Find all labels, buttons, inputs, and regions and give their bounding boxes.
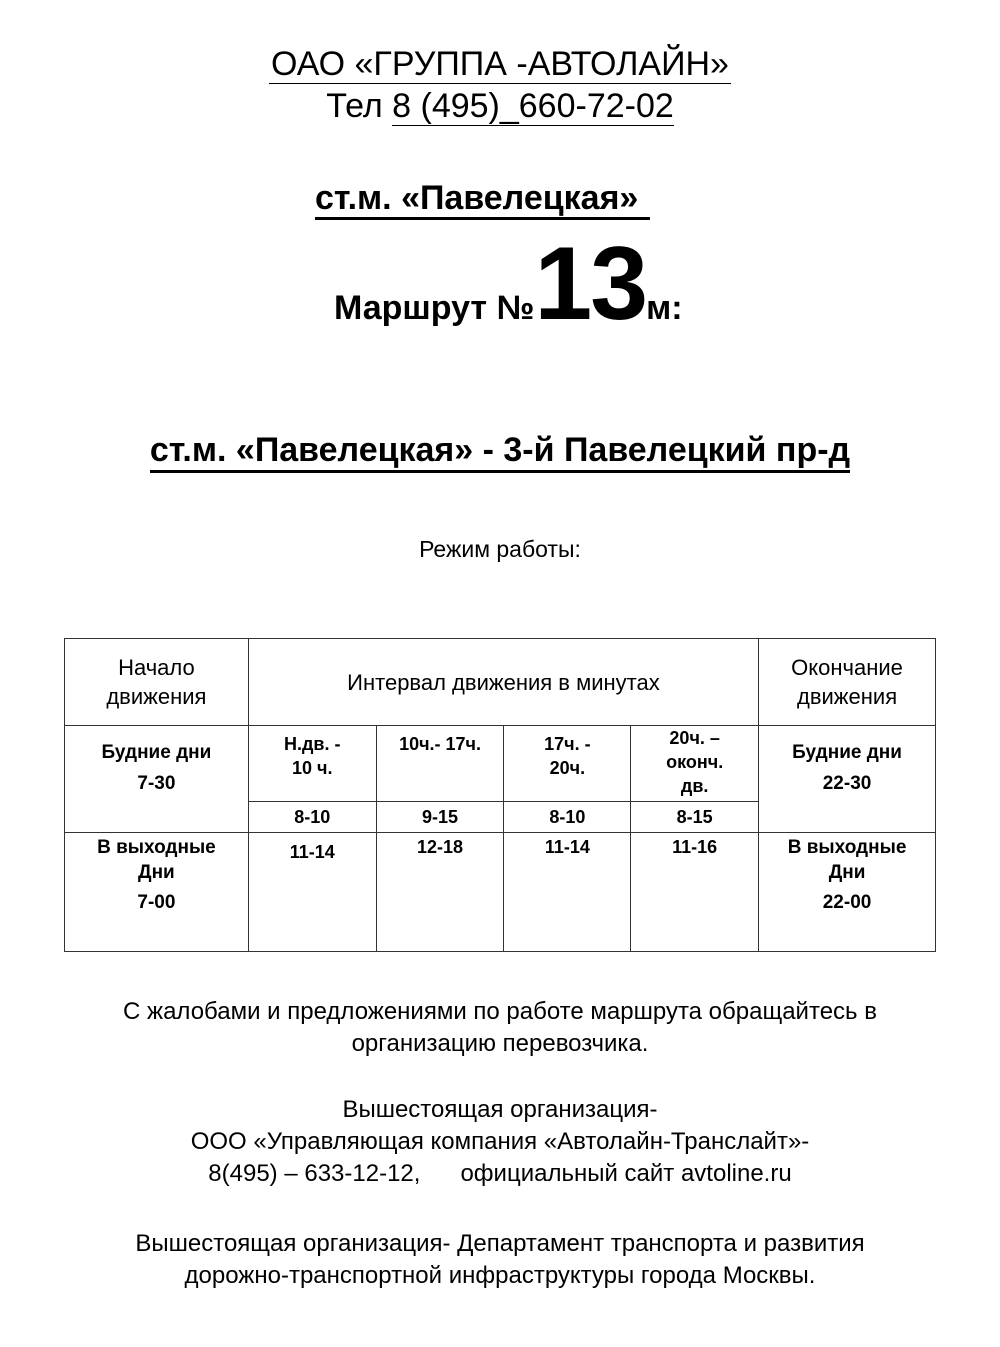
table-header-row (65, 639, 936, 726)
note-line: Вышестоящая организация- Департамент транспорта и развития (135, 1230, 865, 1257)
period-line: Н.дв. - (283, 734, 341, 754)
parent-org-note (0, 1094, 1000, 1190)
route-number: 13 (534, 226, 647, 342)
weekend-interval: 11-14 (504, 833, 631, 952)
company-name (0, 44, 1000, 84)
weekday-start-label: Будние дни (101, 742, 212, 763)
weekday-interval: 9-15 (376, 802, 504, 833)
phone-prefix: Тел (326, 87, 393, 125)
header-interval: Интервал движения в минутах (248, 639, 758, 726)
phone-number: 8 (495)_660-72-02 (392, 87, 674, 125)
weekend-end-label: В выходные (787, 837, 907, 858)
weekend-interval: 11-16 (631, 833, 759, 952)
header-start (65, 639, 249, 726)
period-line: дв. (680, 776, 709, 796)
table-row-weekends (65, 833, 936, 952)
route-path (0, 430, 1000, 473)
complaints-note (0, 996, 1000, 1060)
weekend-start-label: Дни (138, 862, 175, 883)
weekday-interval: 8-10 (248, 802, 376, 833)
note-line: 8(495) – 633-12-12, официальный сайт avtoline.ru (208, 1160, 792, 1187)
company-name-text: ОАО «ГРУППА -АВТОЛАЙН» (271, 45, 729, 83)
header-start-line: Начало (118, 655, 195, 680)
weekend-end-label: Дни (828, 862, 866, 883)
weekend-start-time: 7-00 (137, 892, 176, 913)
department-note (0, 1228, 1000, 1292)
period-line: 20ч. – (669, 728, 720, 748)
header-start-line: движения (106, 684, 207, 709)
station-title (315, 178, 650, 220)
weekday-interval: 8-10 (504, 802, 631, 833)
company-phone (0, 86, 1000, 126)
period-1 (248, 726, 376, 802)
note-line: ООО «Управляющая компания «Автолайн-Транслайт»- (190, 1128, 810, 1155)
period-line: 10ч.- 17ч. (399, 734, 482, 754)
note-line: С жалобами и предложениями по работе маршрута обращайтесь в (123, 998, 877, 1025)
period-3 (504, 726, 631, 802)
period-2 (376, 726, 504, 802)
route-suffix: м: (646, 289, 683, 327)
note-line: Вышестоящая организация- (342, 1096, 658, 1123)
weekend-start-cell (65, 833, 249, 952)
weekday-end-time: 22-30 (822, 773, 872, 794)
route-path-text: ст.м. «Павелецкая» - 3-й Павелецкий пр-д (150, 430, 850, 473)
header-end-line: движения (796, 684, 898, 709)
weekend-start-label: В выходные (97, 837, 216, 858)
weekday-start-cell (65, 726, 249, 833)
table-row-periods (65, 726, 936, 802)
header-end-line: Окончание (791, 655, 903, 680)
weekday-end-cell (759, 726, 936, 833)
weekend-end-cell (759, 833, 936, 952)
weekday-start-time: 7-30 (137, 773, 176, 794)
period-line: 20ч. (549, 758, 586, 778)
weekday-end-label: Будние дни (792, 742, 902, 763)
period-line: 17ч. - (544, 734, 591, 754)
note-line: организацию перевозчика. (351, 1030, 649, 1057)
period-4 (631, 726, 759, 802)
weekend-interval: 12-18 (376, 833, 504, 952)
station-title-text: ст.м. «Павелецкая» (315, 179, 650, 220)
period-line: 10 ч. (291, 758, 333, 778)
period-line: оконч. (666, 752, 724, 772)
weekday-interval: 8-15 (631, 802, 759, 833)
header-end (759, 639, 936, 726)
weekend-interval: 11-14 (248, 833, 376, 952)
schedule-title: Режим работы: (419, 536, 581, 562)
note-line: дорожно-транспортной инфраструктуры города Москвы. (184, 1262, 816, 1289)
route-label: Маршрут № (334, 289, 535, 327)
schedule-table (64, 638, 936, 952)
weekend-end-time: 22-00 (822, 892, 872, 913)
route-heading (334, 226, 683, 342)
